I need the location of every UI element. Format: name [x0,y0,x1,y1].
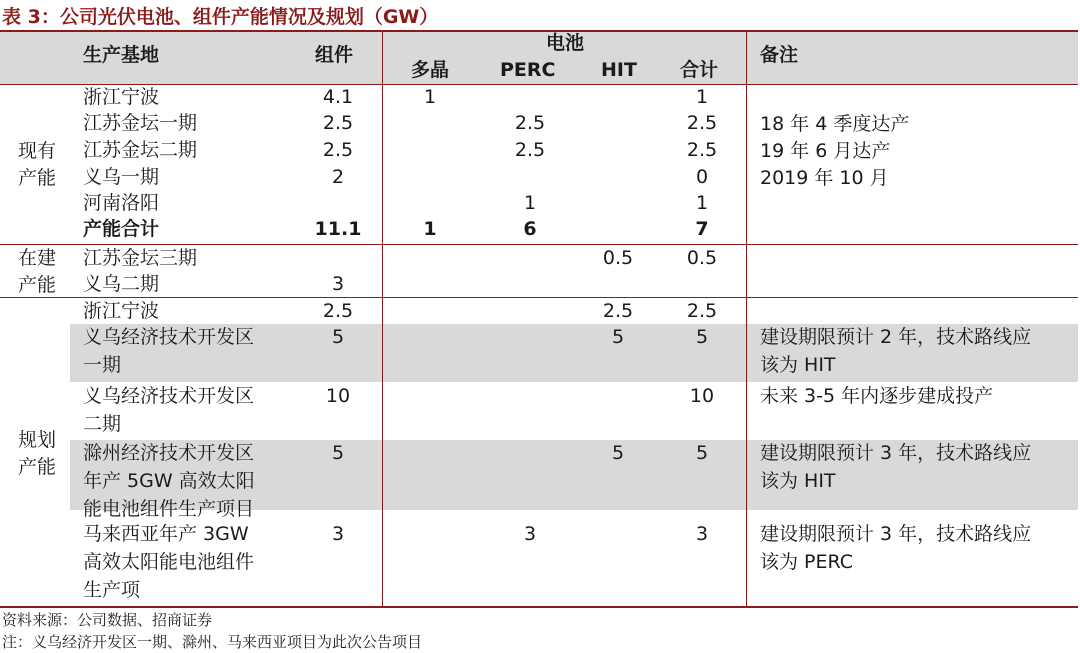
row-name: 江苏金坛一期 [83,112,198,134]
bottom-rule [0,606,1078,608]
row-name: 义乌经济技术开发区 [83,326,255,348]
table-title: 表 3：公司光伏电池、组件产能情况及规划（GW） [2,6,439,28]
row-name: 河南洛阳 [83,192,160,214]
row-name: 高效太阳能电池组件 [83,551,255,573]
cell-hit: 0.5 [602,247,634,269]
row-name: 二期 [83,413,122,435]
group-label-planned: 规划产能 [18,429,57,478]
column-rule-cells [382,31,383,606]
cell-note: 该为 PERC [760,551,854,573]
cell-perc: 6 [523,218,537,240]
cell-module: 3 [331,523,345,545]
cell-total: 0.5 [686,247,718,269]
header-total: 合计 [680,59,719,81]
row-name: 江苏金坛三期 [83,247,198,269]
cell-total: 3 [695,523,709,545]
row-name: 江苏金坛二期 [83,139,198,161]
header-note: 备注 [760,44,799,66]
header-multi: 多晶 [411,59,450,81]
row-name: 生产项 [83,579,141,601]
row-name: 浙江宁波 [83,86,160,108]
cell-hit: 5 [611,326,625,348]
cell-note: 2019 年 10 月 [760,167,889,189]
cell-hit: 2.5 [602,300,634,322]
cell-module: 11.1 [314,218,362,240]
header-module: 组件 [315,44,354,66]
cell-perc: 1 [523,192,537,214]
row-name: 马来西亚年产 3GW [83,523,249,545]
row-name: 滁州经济技术开发区 [83,442,255,464]
cell-hit: 5 [611,442,625,464]
cell-total: 2.5 [686,112,718,134]
cell-note: 19 年 6 月达产 [760,140,891,162]
row-name: 义乌经济技术开发区 [83,385,255,407]
cell-total: 5 [695,326,709,348]
cell-perc: 3 [523,523,537,545]
cell-total: 0 [695,166,709,188]
header-base: 生产基地 [83,44,160,66]
row-name: 年产 5GW 高效太阳 [83,470,255,492]
cell-total: 7 [695,218,709,240]
cell-total: 1 [695,192,709,214]
cell-total: 1 [695,86,709,108]
row-name: 一期 [83,354,122,376]
cell-multi: 1 [423,86,437,108]
cell-note: 未来 3-5 年内逐步建成投产 [760,385,994,407]
cell-multi: 1 [423,218,437,240]
cell-note: 建设期限预计 3 年，技术路线应 [760,442,1032,464]
cell-module: 4.1 [322,86,354,108]
header-bottom-rule [0,84,1078,85]
cell-perc: 2.5 [514,139,546,161]
cell-module: 10 [325,385,351,407]
cell-module: 2 [331,166,345,188]
cell-total: 10 [689,385,715,407]
cell-note: 建设期限预计 2 年，技术路线应 [760,326,1032,348]
group-label-existing: 现有产能 [18,140,57,189]
cell-module: 2.5 [322,139,354,161]
cell-module: 5 [331,442,345,464]
cell-total: 2.5 [686,139,718,161]
row-name: 义乌二期 [83,273,160,295]
cell-note: 建设期限预计 3 年，技术路线应 [760,523,1032,545]
cell-module: 5 [331,326,345,348]
cell-module: 2.5 [322,300,354,322]
cell-module: 3 [331,273,345,295]
cell-total: 2.5 [686,300,718,322]
header-perc: PERC [500,59,556,81]
cell-note: 该为 HIT [760,354,836,376]
cell-note: 18 年 4 季度达产 [760,113,910,135]
cell-note: 该为 HIT [760,470,836,492]
cell-module: 2.5 [322,112,354,134]
header-hit: HIT [601,59,637,81]
cell-total: 5 [695,442,709,464]
note-footnote: 注：义乌经济开发区一期、滁州、马来西亚项目为此次公告项目 [2,633,423,651]
top-rule [0,30,1078,32]
row-name: 义乌一期 [83,166,160,188]
cell-perc: 2.5 [514,112,546,134]
row-name: 浙江宁波 [83,300,160,322]
source-footnote: 资料来源：公司数据、招商证券 [2,611,213,629]
column-rule-notes [746,31,747,606]
header-cell-group: 电池 [546,32,585,54]
row-name: 产能合计 [83,218,160,240]
row-name: 能电池组件生产项目 [83,498,255,520]
group-rule-planned [0,297,1078,298]
group-label-building: 在建产能 [18,247,57,296]
